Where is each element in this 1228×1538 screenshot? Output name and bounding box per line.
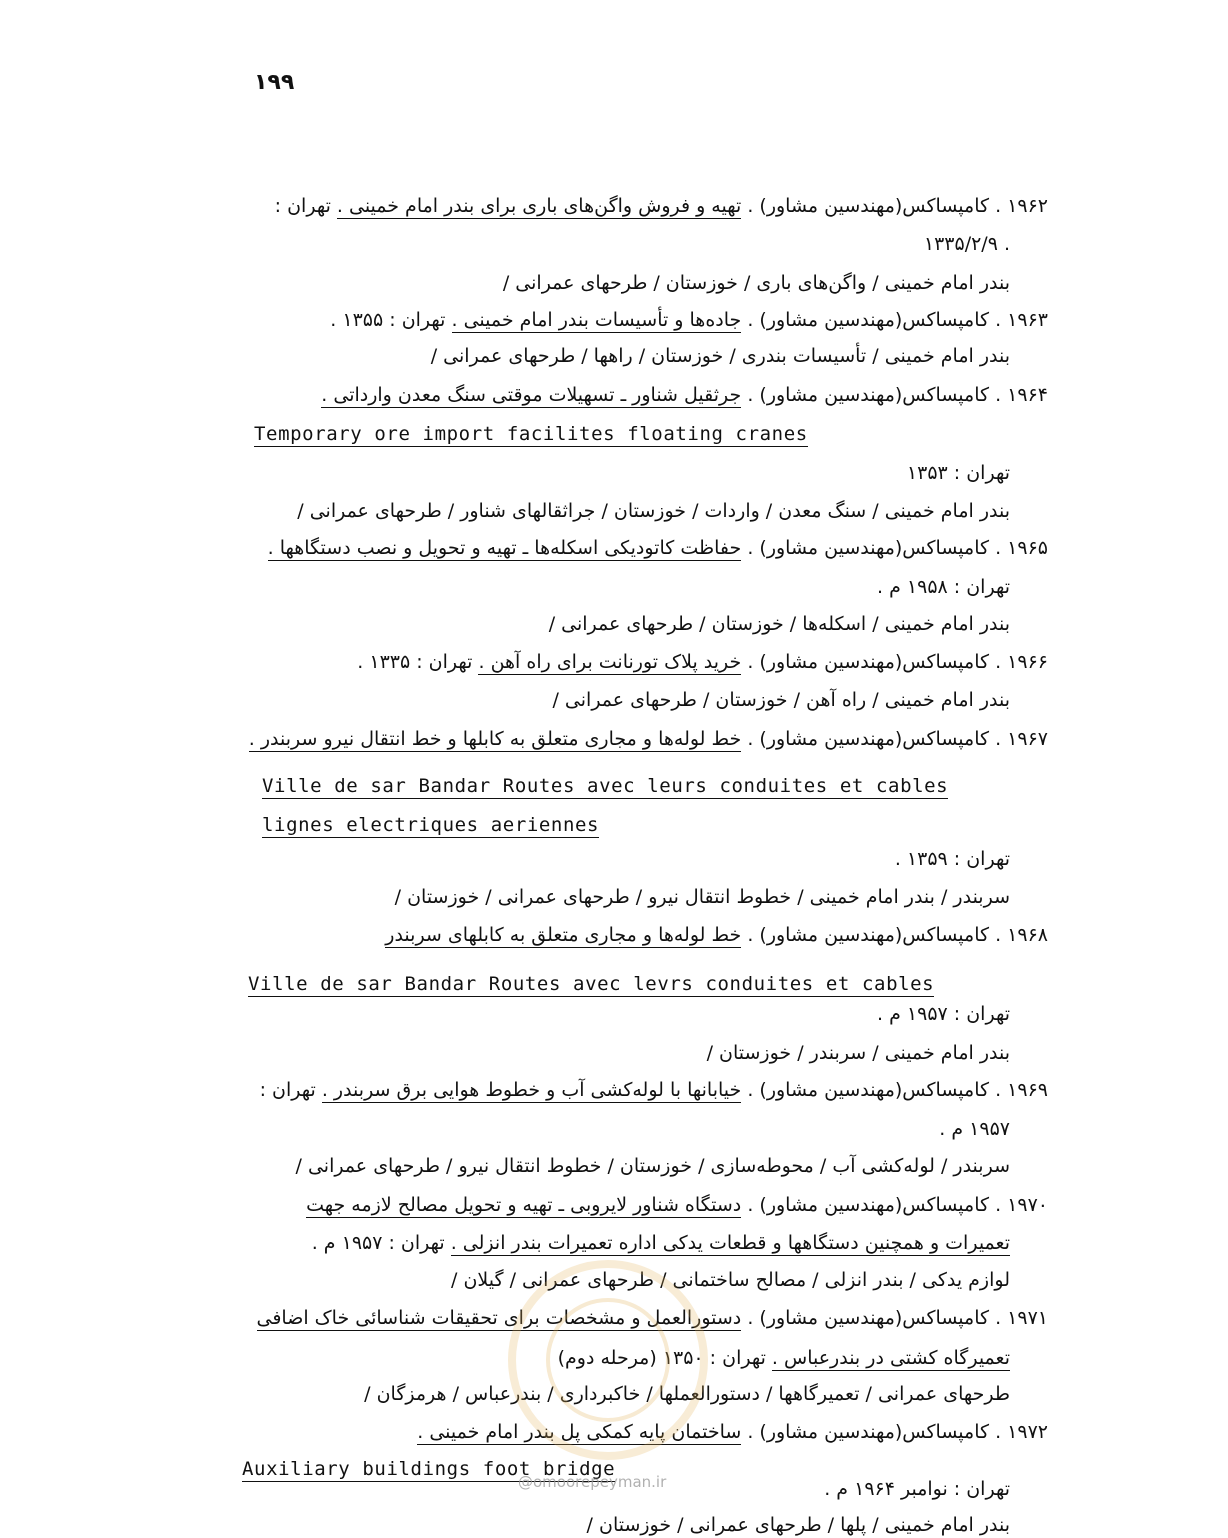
entry-line xyxy=(268,535,1048,561)
watermark-text: @omoorepeyman.ir xyxy=(518,1473,667,1491)
watermark-seal-inner-ring xyxy=(546,1298,670,1422)
underlined-title-text: Ville de sar Bandar Routes avec levrs conduites et cables xyxy=(248,973,935,995)
page-number: ۱۹۹ xyxy=(254,70,295,95)
entry-text: تهران : ۱۳۵۵ . xyxy=(330,309,452,331)
entry-text: بندر امام خمینی / راه آهن / خوزستان / طرحهای عمرانی / xyxy=(552,689,1010,711)
underlined-title-text: دستگاه شناور لایروبی ـ تهیه و تحویل مصالح لازمه جهت xyxy=(306,1194,742,1216)
entry-text: تهران : نوامبر ۱۹۶۴ م . xyxy=(824,1478,1010,1500)
entry-line xyxy=(248,971,934,997)
entry-text: بندر امام خمینی / سنگ معدن / واردات / خوزستان / جراثقالهای شناور / طرحهای عمرانی / xyxy=(297,500,1010,522)
entry-text: تهران : ۱۹۵۷ م . xyxy=(877,1003,1010,1025)
underlined-title-text: خرید پلاک تورنانت برای راه آهن . xyxy=(478,651,742,673)
entry-line xyxy=(431,343,1010,369)
underlined-title-text: ساختمان پایه کمکی پل بندر امام خمینی . xyxy=(417,1421,742,1443)
entry-text: ۱۳۳۵/۲/۹ . xyxy=(923,233,1010,255)
entry-line xyxy=(417,1419,1048,1445)
entry-line xyxy=(924,231,1010,257)
entry-text: ۱۹۶۴ . کامپساکس(مهندسین مشاور) . xyxy=(741,384,1048,406)
entry-text: تهران : ۱۳۵۳ xyxy=(906,462,1010,484)
underlined-title-text: خط لوله‌ها و مجاری متعلق به کابلها و خط انتقال نیرو سربندر . xyxy=(248,728,742,750)
entry-text: بندر امام خمینی / سربندر / خوزستان / xyxy=(706,1042,1010,1064)
underlined-title-text: lignes electriques aeriennes xyxy=(262,814,600,836)
entry-text: تهران : ۱۳۵۰ (مرحله دوم) xyxy=(557,1347,772,1369)
underlined-title-text: Auxiliary buildings foot bridge xyxy=(242,1458,616,1480)
entry-line xyxy=(249,726,1048,752)
entry-line xyxy=(907,460,1010,486)
entry-text: تهران : ۱۹۵۷ م . xyxy=(311,1232,451,1254)
underlined-title-text: تعمیرات و همچنین دستگاهها و قطعات یدکی اداره تعمیرات بندر انزلی . xyxy=(450,1232,1010,1254)
entry-text: تهران : ۱۳۵۹ . xyxy=(894,848,1010,870)
entry-text: ۱۹۶۸ . کامپساکس(مهندسین مشاور) . xyxy=(741,924,1048,946)
entry-text: ۱۹۷۱ . کامپساکس(مهندسین مشاور) . xyxy=(741,1307,1048,1329)
entry-line xyxy=(824,1476,1010,1502)
entry-text: تهران : xyxy=(259,1079,322,1101)
entry-line xyxy=(296,1153,1011,1179)
entry-line xyxy=(451,1267,1010,1293)
underlined-title-text: تهیه و فروش واگن‌های باری برای بندر امام خمینی . xyxy=(336,195,742,217)
underlined-title-text: Ville de sar Bandar Routes avec leurs conduites et cables xyxy=(262,775,949,797)
underlined-title-text: جاده‌ها و تأسیسات بندر امام خمینی . xyxy=(451,309,742,331)
entry-text: بندر امام خمینی / تأسیسات بندری / خوزستان / راهها / طرحهای عمرانی / xyxy=(430,345,1010,367)
underlined-title-text: خط لوله‌ها و مجاری متعلق به کابلهای سربندر xyxy=(385,924,742,946)
entry-line xyxy=(707,1040,1010,1066)
entry-text: ۱۹۶۳ . کامپساکس(مهندسین مشاور) . xyxy=(741,309,1048,331)
entry-text: تهران : xyxy=(274,195,337,217)
entry-line xyxy=(262,773,948,799)
entry-line xyxy=(385,922,1048,948)
entry-text: بندر امام خمینی / اسکله‌ها / خوزستان / طرحهای عمرانی / xyxy=(548,613,1010,635)
entry-text: ۱۹۶۷ . کامپساکس(مهندسین مشاور) . xyxy=(741,728,1048,750)
underlined-title-text: تعمیرگاه کشتی در بندرعباس . xyxy=(771,1347,1010,1369)
entry-line xyxy=(306,1192,1048,1218)
entry-text: طرحهای عمرانی / تعمیرگاهها / دستورالعملها / خاکبرداری / بندرعباس / هرمزگان / xyxy=(364,1383,1010,1405)
entry-line xyxy=(262,812,599,838)
entry-line xyxy=(877,574,1010,600)
entry-line xyxy=(321,382,1048,408)
entry-text: ۱۹۶۶ . کامپساکس(مهندسین مشاور) . xyxy=(741,651,1048,673)
entry-text: ۱۹۷۲ . کامپساکس(مهندسین مشاور) . xyxy=(741,1421,1048,1443)
underlined-title-text: خیابانها با لوله‌کشی آب و خطوط هوایی برق سربندر . xyxy=(321,1079,742,1101)
underlined-title-text: دستورالعمل و مشخصات برای تحقیقات شناسائی خاک اضافی xyxy=(256,1307,742,1329)
entry-text: سربندر / لوله‌کشی آب / محوطه‌سازی / خوزستان / خطوط انتقال نیرو / طرحهای عمرانی / xyxy=(295,1155,1010,1177)
entry-line xyxy=(552,687,1010,713)
entry-text: لوازم یدکی / بندر انزلی / مصالح ساختمانی / طرحهای عمرانی / گیلان / xyxy=(451,1269,1010,1291)
entry-text: بندر امام خمینی / واگن‌های باری / خوزستان / طرحهای عمرانی / xyxy=(502,272,1010,294)
entry-line xyxy=(260,1077,1048,1103)
watermark-seal-icon xyxy=(508,1260,708,1460)
underlined-title-text: Temporary ore import facilites floating cranes xyxy=(254,423,808,445)
entry-text: سربندر / بندر امام خمینی / خطوط انتقال نیرو / طرحهای عمرانی / خوزستان / xyxy=(394,886,1010,908)
entry-line xyxy=(254,421,808,447)
entry-text: ۱۹۶۵ . کامپساکس(مهندسین مشاور) . xyxy=(741,537,1048,559)
entry-line xyxy=(330,307,1048,333)
entry-line xyxy=(895,846,1010,872)
entry-text: بندر امام خمینی / پلها / طرحهای عمرانی / خوزستان / xyxy=(586,1514,1010,1536)
underlined-title-text: حفاظت کاتودیکی اسکله‌ها ـ تهیه و تحویل و نصب دستگاهها . xyxy=(267,537,742,559)
entry-line xyxy=(939,1116,1010,1142)
entry-text: تهران : ۱۹۵۸ م . xyxy=(877,576,1010,598)
entry-line xyxy=(395,884,1010,910)
entry-text: ۱۹۵۷ م . xyxy=(939,1118,1010,1140)
entry-text: ۱۹۶۹ . کامپساکس(مهندسین مشاور) . xyxy=(741,1079,1048,1101)
entry-line xyxy=(877,1001,1010,1027)
entry-line xyxy=(275,193,1048,219)
underlined-title-text: جرثقیل شناور ـ تسهیلات موقتی سنگ معدن وارداتی . xyxy=(321,384,742,406)
entry-line xyxy=(587,1512,1010,1538)
entry-line xyxy=(549,611,1010,637)
entry-line xyxy=(297,498,1010,524)
entry-text: ۱۹۶۲ . کامپساکس(مهندسین مشاور) . xyxy=(741,195,1048,217)
entry-line xyxy=(503,270,1010,296)
entry-text: تهران : ۱۳۳۵ . xyxy=(357,651,479,673)
entry-text: ۱۹۷۰ . کامپساکس(مهندسین مشاور) . xyxy=(741,1194,1048,1216)
entry-line xyxy=(357,649,1048,675)
entry-line xyxy=(312,1230,1010,1256)
